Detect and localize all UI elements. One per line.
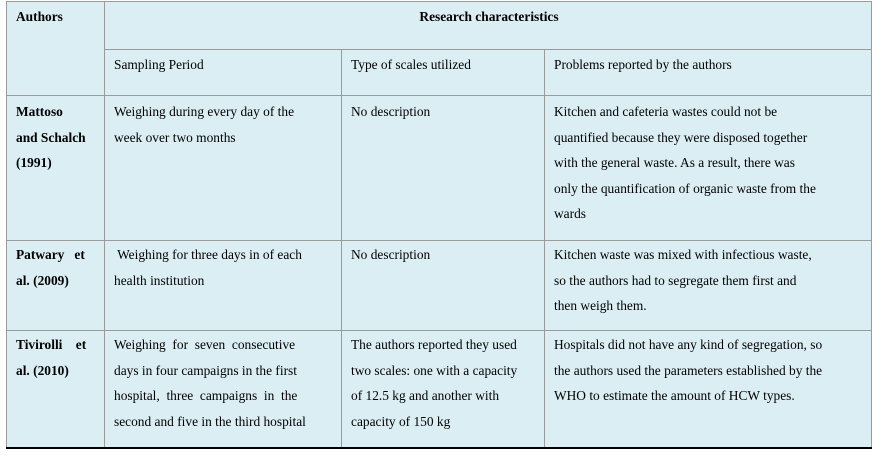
author-line: Patwary et — [16, 247, 85, 262]
problems-line: quantified because they were disposed together — [554, 129, 808, 145]
header-authors: Authors — [7, 2, 105, 96]
scales-line: No description — [351, 247, 431, 262]
author-line: al. (2009) — [16, 272, 69, 288]
problems-cell — [545, 241, 872, 331]
research-characteristics-table — [6, 1, 872, 449]
problems-line: with the general waste. As a result, there was — [554, 155, 795, 170]
scales-line: of 12.5 kg and another with — [351, 388, 500, 403]
scales-cell — [342, 241, 545, 331]
table-row — [7, 96, 872, 241]
problems-cell — [545, 331, 872, 449]
problems-line: so the authors had to segregate them first and — [554, 272, 797, 288]
author-line: and Schalch — [16, 129, 86, 145]
author-line: Tivirolli et — [16, 337, 87, 352]
problems-line: the authors used the parameters established by the — [554, 362, 823, 378]
sampling-period-cell — [105, 96, 342, 241]
scales-line: two scales: one with a capacity — [351, 362, 518, 378]
problems-line: only the quantification of organic waste from the — [554, 180, 816, 196]
sampling-line: Weighing for seven consecutive — [114, 337, 296, 352]
sampling-line: Weighing during every day of the — [114, 104, 295, 119]
sampling-line: second and five in the third hospital — [114, 413, 306, 429]
scales-line: The authors reported they used — [351, 337, 517, 352]
scales-cell — [342, 96, 545, 241]
sampling-line: health institution — [114, 272, 205, 288]
header-research-characteristics: Research characteristics — [105, 2, 872, 50]
author-cell — [7, 96, 105, 241]
sampling-period-cell — [105, 331, 342, 449]
sampling-line: hospital, three campaigns in the — [114, 388, 298, 403]
author-cell — [7, 241, 105, 331]
sampling-line: days in four campaigns in the first — [114, 362, 297, 378]
problems-line: Kitchen and cafeteria wastes could not be — [554, 104, 778, 119]
table-row — [7, 241, 872, 331]
header-problems-reported: Problems reported by the authors — [545, 50, 872, 96]
sampling-line: Weighing for three days in of each — [114, 247, 302, 262]
scales-line: capacity of 150 kg — [351, 413, 451, 429]
problems-line: Hospitals did not have any kind of segregation, so — [554, 337, 823, 352]
sampling-line: week over two months — [114, 129, 236, 145]
author-line: (1991) — [16, 155, 52, 170]
author-line: al. (2010) — [16, 362, 69, 378]
author-cell — [7, 331, 105, 449]
header-type-of-scales: Type of scales utilized — [342, 50, 545, 96]
problems-line: Kitchen waste was mixed with infectious waste, — [554, 247, 812, 262]
sampling-period-cell — [105, 241, 342, 331]
header-row-sub — [7, 50, 872, 96]
scales-cell — [342, 331, 545, 449]
header-row-top — [7, 2, 872, 50]
table-row — [7, 331, 872, 449]
problems-line: wards — [554, 206, 586, 221]
problems-cell — [545, 96, 872, 241]
problems-line: WHO to estimate the amount of HCW types. — [554, 388, 795, 403]
problems-line: then weigh them. — [554, 298, 647, 313]
header-sampling-period: Sampling Period — [105, 50, 342, 96]
scales-line: No description — [351, 104, 431, 119]
author-line: Mattoso — [16, 104, 63, 119]
